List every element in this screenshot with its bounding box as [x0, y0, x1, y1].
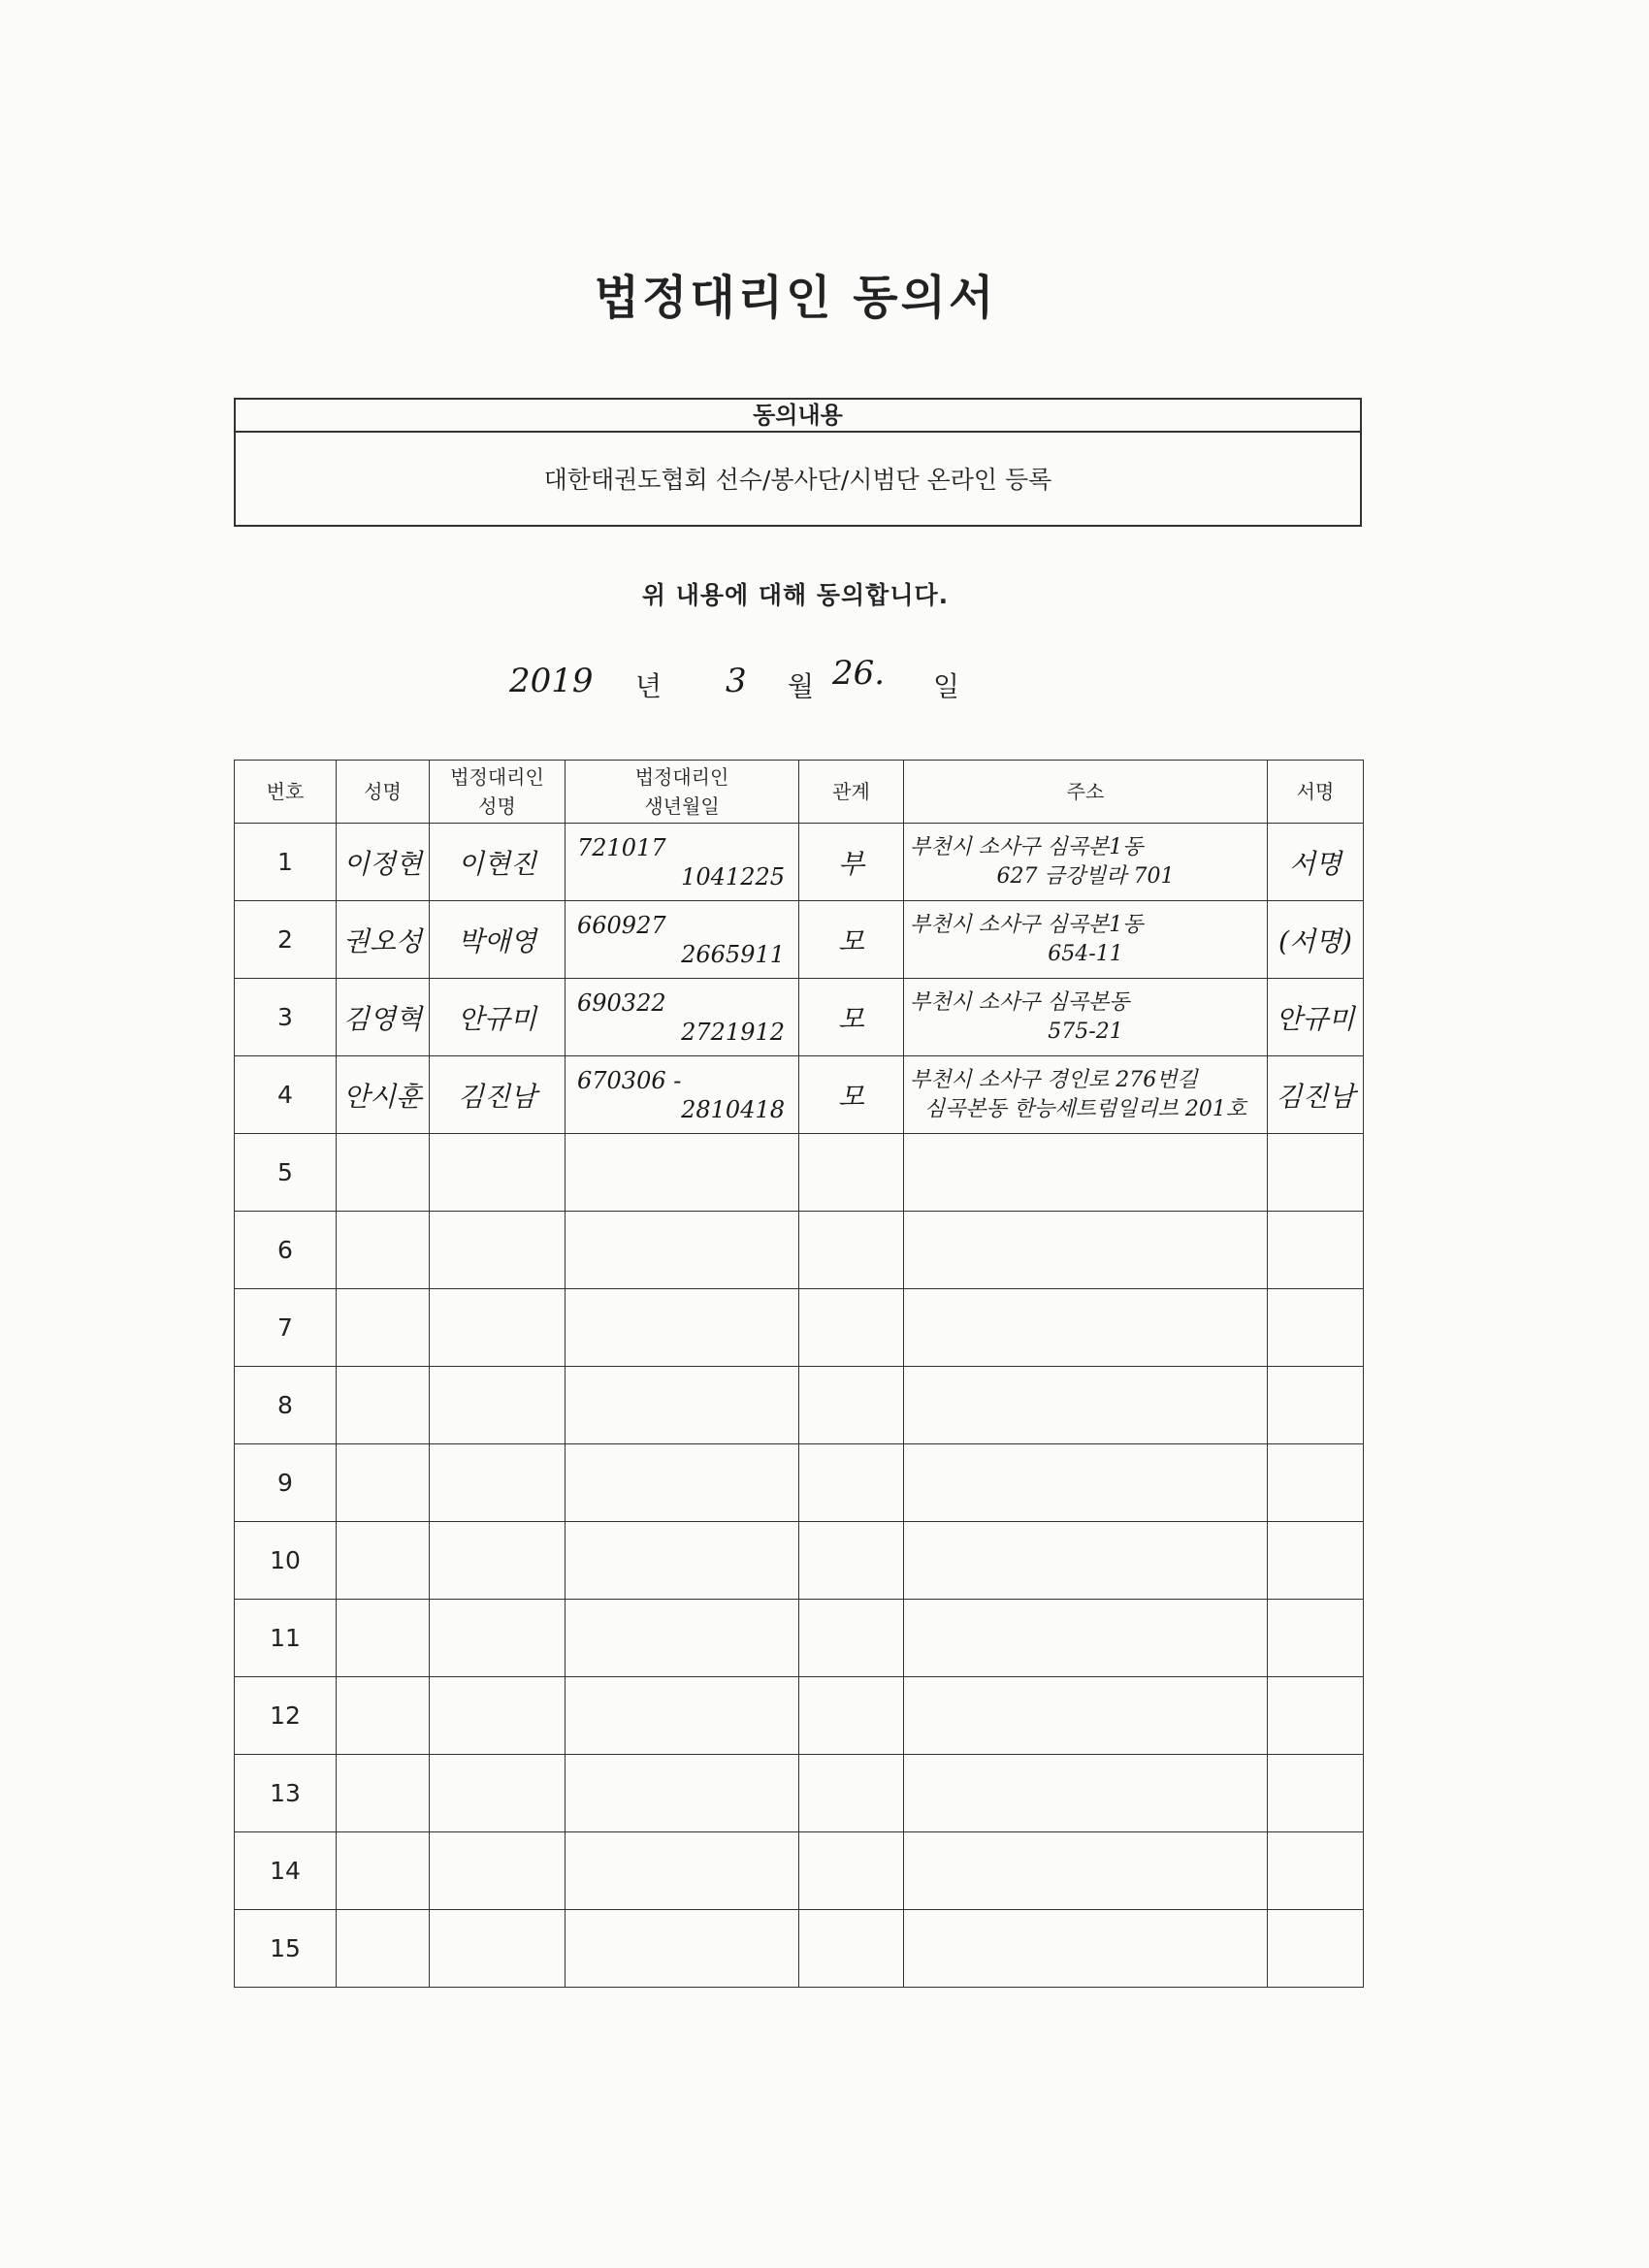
row-relation: 부: [799, 824, 904, 901]
row-guardian-name: 박애영: [430, 901, 566, 979]
row-address: [904, 1289, 1268, 1367]
row-guardian-birth: [566, 1910, 799, 1988]
table-header-row: [235, 761, 1364, 824]
row-signature: 서명: [1268, 824, 1364, 901]
date-month-handwritten: 3: [726, 662, 747, 700]
row-guardian-birth: [566, 1289, 799, 1367]
row-address: [904, 1444, 1268, 1522]
birth-back: 2665911: [681, 940, 785, 968]
address-line1: 부천시 소사구 심곡본1동: [910, 834, 1144, 859]
row-relation: 모: [799, 901, 904, 979]
row-name: 이정현: [337, 824, 430, 901]
consent-content-text: 대한태권도협회 선수/봉사단/시범단 온라인 등록: [543, 466, 1052, 494]
header-relation: 관계: [799, 761, 904, 824]
date-line: [0, 654, 1649, 718]
table-row: [235, 1600, 1364, 1677]
row-address: [904, 1134, 1268, 1212]
header-signature: 서명: [1268, 761, 1364, 824]
row-relation: 모: [799, 1056, 904, 1134]
row-signature: (서명): [1268, 901, 1364, 979]
row-signature: 김진남: [1268, 1056, 1364, 1134]
header-guardian-name-line1: 법정대리인: [450, 765, 544, 789]
table-row: [235, 1910, 1364, 1988]
row-guardian-name: 김진남: [430, 1056, 566, 1134]
table-row: [235, 1444, 1364, 1522]
row-signature: [1268, 1600, 1364, 1677]
row-number: 12: [235, 1677, 337, 1755]
document-title: 법정대리인 동의서: [594, 271, 997, 325]
row-guardian-name: [430, 1677, 566, 1755]
table-row: [235, 1134, 1364, 1212]
guardian-roster-table: [234, 760, 1364, 1988]
birth-front: 670306 -: [577, 1066, 682, 1094]
row-number: 3: [235, 979, 337, 1056]
row-guardian-birth: [566, 901, 799, 979]
row-guardian-name: 안규미: [430, 979, 566, 1056]
row-guardian-birth: [566, 1134, 799, 1212]
row-guardian-birth: [566, 1367, 799, 1444]
birth-back: 2810418: [681, 1095, 785, 1123]
row-number: 6: [235, 1212, 337, 1289]
row-guardian-name: [430, 1832, 566, 1910]
row-name: [337, 1444, 430, 1522]
row-guardian-name: 이현진: [430, 824, 566, 901]
row-name: [337, 1367, 430, 1444]
header-guardian-name: [430, 761, 566, 824]
address-line2: 심곡본동 한능세트럼일리브 201호: [923, 1096, 1247, 1121]
roster-body: [235, 824, 1364, 1988]
address-line1: 부천시 소사구 경인로 276번길: [910, 1067, 1198, 1092]
row-guardian-birth: [566, 1522, 799, 1600]
date-day-unit: 일: [933, 670, 960, 702]
row-number: 10: [235, 1522, 337, 1600]
table-row: [235, 1289, 1364, 1367]
row-relation: 모: [799, 979, 904, 1056]
row-signature: [1268, 1289, 1364, 1367]
row-address: [904, 1212, 1268, 1289]
row-address: [904, 824, 1268, 901]
row-signature: [1268, 1910, 1364, 1988]
row-number: 8: [235, 1367, 337, 1444]
address-line1: 부천시 소사구 심곡본1동: [910, 912, 1144, 937]
row-guardian-name: [430, 1600, 566, 1677]
row-number: 14: [235, 1832, 337, 1910]
birth-front: 660927: [577, 911, 666, 939]
birth-front: 690322: [577, 988, 666, 1017]
row-address: [904, 1522, 1268, 1600]
row-signature: [1268, 1677, 1364, 1755]
row-signature: 안규미: [1268, 979, 1364, 1056]
row-address: [904, 1910, 1268, 1988]
row-guardian-name: [430, 1134, 566, 1212]
row-number: 7: [235, 1289, 337, 1367]
header-guardian-name-line2: 성명: [478, 794, 516, 818]
date-day-handwritten: 26.: [832, 654, 886, 693]
address-line2: 654-11: [1048, 941, 1123, 966]
header-guardian-birth-line1: 법정대리인: [634, 765, 729, 789]
row-name: [337, 1134, 430, 1212]
row-guardian-birth: [566, 1755, 799, 1832]
header-guardian-birth: [566, 761, 799, 824]
row-name: [337, 1910, 430, 1988]
row-address: [904, 1600, 1268, 1677]
row-guardian-birth: [566, 979, 799, 1056]
agreement-statement: 위 내용에 대해 동의합니다.: [641, 581, 950, 609]
row-name: 권오성: [337, 901, 430, 979]
table-row: [235, 901, 1364, 979]
row-guardian-birth: [566, 1600, 799, 1677]
table-row: [235, 1677, 1364, 1755]
header-guardian-birth-line2: 생년월일: [644, 794, 720, 818]
row-guardian-name: [430, 1212, 566, 1289]
header-name: 성명: [337, 761, 430, 824]
row-name: [337, 1677, 430, 1755]
row-number: 15: [235, 1910, 337, 1988]
header-number: 번호: [235, 761, 337, 824]
row-number: 5: [235, 1134, 337, 1212]
row-guardian-birth: [566, 1677, 799, 1755]
row-number: 4: [235, 1056, 337, 1134]
row-signature: [1268, 1367, 1364, 1444]
row-name: [337, 1600, 430, 1677]
row-guardian-name: [430, 1444, 566, 1522]
row-address: [904, 1677, 1268, 1755]
row-guardian-name: [430, 1367, 566, 1444]
table-row: [235, 1212, 1364, 1289]
row-name: [337, 1289, 430, 1367]
row-number: 9: [235, 1444, 337, 1522]
row-relation: [799, 1212, 904, 1289]
row-number: 2: [235, 901, 337, 979]
table-row: [235, 1522, 1364, 1600]
row-guardian-birth: [566, 824, 799, 901]
birth-front: 721017: [577, 833, 666, 861]
row-name: 김영혁: [337, 979, 430, 1056]
row-relation: [799, 1910, 904, 1988]
row-relation: [799, 1522, 904, 1600]
row-guardian-name: [430, 1289, 566, 1367]
row-address: [904, 1832, 1268, 1910]
row-guardian-name: [430, 1522, 566, 1600]
row-relation: [799, 1677, 904, 1755]
row-relation: [799, 1755, 904, 1832]
row-name: [337, 1212, 430, 1289]
table-row: [235, 979, 1364, 1056]
row-relation: [799, 1289, 904, 1367]
row-number: 1: [235, 824, 337, 901]
address-line2: 627 금강빌라 701: [996, 863, 1175, 889]
row-signature: [1268, 1134, 1364, 1212]
row-name: 안시훈: [337, 1056, 430, 1134]
consent-content-box: [234, 398, 1362, 527]
row-relation: [799, 1444, 904, 1522]
row-relation: [799, 1832, 904, 1910]
date-year-unit: 년: [635, 670, 663, 702]
row-address: [904, 979, 1268, 1056]
date-year-handwritten: 2019: [509, 662, 594, 700]
table-row: [235, 824, 1364, 901]
address-line1: 부천시 소사구 심곡본동: [910, 989, 1130, 1015]
table-row: [235, 1056, 1364, 1134]
row-guardian-birth: [566, 1212, 799, 1289]
row-signature: [1268, 1832, 1364, 1910]
birth-back: 1041225: [681, 862, 785, 891]
row-name: [337, 1832, 430, 1910]
table-row: [235, 1755, 1364, 1832]
date-month-unit: 월: [788, 670, 815, 702]
row-number: 11: [235, 1600, 337, 1677]
row-number: 13: [235, 1755, 337, 1832]
row-address: [904, 1056, 1268, 1134]
row-address: [904, 901, 1268, 979]
row-guardian-name: [430, 1755, 566, 1832]
row-name: [337, 1755, 430, 1832]
row-guardian-birth: [566, 1056, 799, 1134]
row-relation: [799, 1600, 904, 1677]
row-guardian-birth: [566, 1832, 799, 1910]
row-relation: [799, 1367, 904, 1444]
address-line2: 575-21: [1048, 1019, 1123, 1044]
row-relation: [799, 1134, 904, 1212]
table-row: [235, 1832, 1364, 1910]
consent-content-header: 동의내용: [236, 400, 1360, 433]
row-signature: [1268, 1755, 1364, 1832]
table-row: [235, 1367, 1364, 1444]
row-address: [904, 1367, 1268, 1444]
row-signature: [1268, 1212, 1364, 1289]
row-address: [904, 1755, 1268, 1832]
birth-back: 2721912: [681, 1018, 785, 1046]
row-guardian-name: [430, 1910, 566, 1988]
row-signature: [1268, 1444, 1364, 1522]
header-address: 주소: [904, 761, 1268, 824]
row-guardian-birth: [566, 1444, 799, 1522]
row-name: [337, 1522, 430, 1600]
row-signature: [1268, 1522, 1364, 1600]
